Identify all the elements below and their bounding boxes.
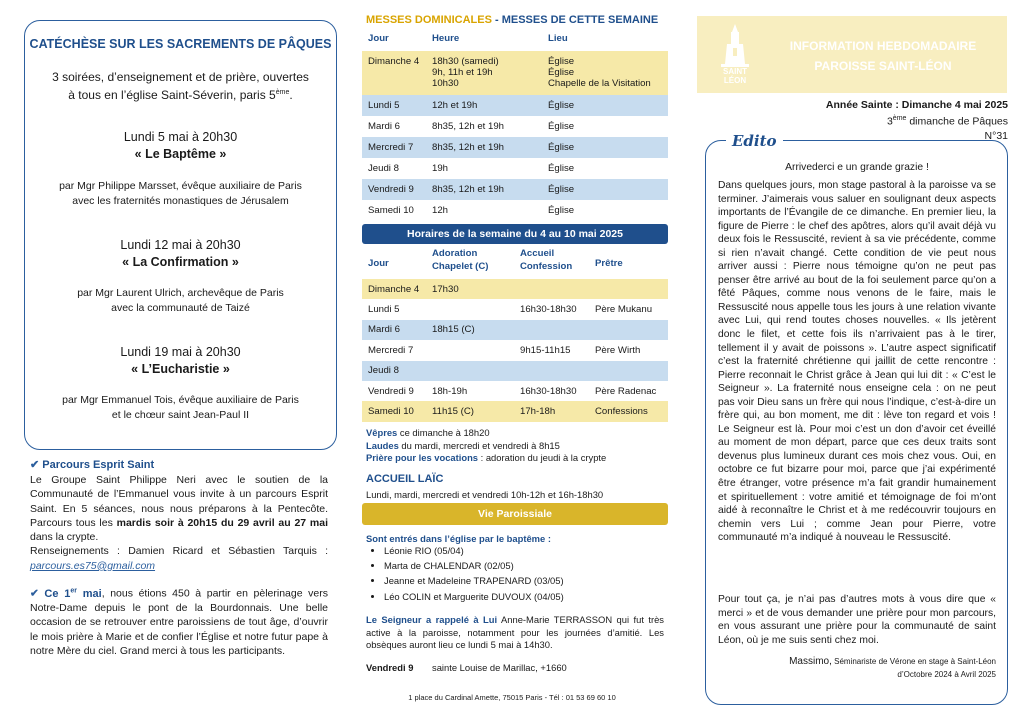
edito-greeting: Arrivederci e un grande grazie ! (785, 162, 929, 173)
messes-header-row: Jour Heure Lieu (368, 33, 568, 44)
list-item: • Marta de CHALENDAR (02/05) (384, 558, 664, 573)
edito-signature: Massimo, Séminariste de Vérone en stage à Saint-Léon d’Octobre 2024 à Avril 2025 (789, 656, 996, 679)
messes-title: MESSES DOMINICALES - MESSES DE CETTE SEMAINE (366, 14, 659, 26)
offices-text: Vêpres ce dimanche à 18h20 Laudes du mardi, mercredi et vendredi à 8h15 Prière pour les vocations : adoration du jeudi à la crypte (366, 427, 607, 463)
accueil-title: ACCUEIL LAÏC (366, 473, 444, 485)
session-3-by: par Mgr Emmanuel Tois, évêque auxiliaire de Paris et le chœur saint Jean-Paul II (62, 394, 299, 421)
table-row: Lundi 5 16h30-18h30 Père Mukanu (362, 299, 668, 319)
check-icon: ✔ (30, 587, 39, 600)
session-2: Lundi 12 mai à 20h30 « La Confirmation » (120, 238, 241, 269)
parcours-text: Le Groupe Saint Philippe Neri avec le soutien de la Communauté de l’Emmanuel vous invite à un parcours Esprit Saint. En 5 séances, nous nous préparons à la Pentecôte. Parcours tous les mardis soir à 20h15 du 29 avril au 27 mai dans la crypte. Renseignements : Damien Ricard et Sébastien Tarquis : parcours.es75@gmail.com (30, 474, 328, 572)
edito-box (705, 140, 1008, 705)
info-header (697, 16, 1007, 93)
check-icon: ✔ (30, 459, 40, 471)
session-1: Lundi 5 mai à 20h30 « Le Baptême » (123, 130, 238, 161)
edito-paragraph-1: Dans quelques jours, mon stage pastoral à la paroisse va se terminer. J’aimerais vous saluer en soulignant deux aspects importants de l’Évangile de ce dimanche. En premier lieu, la figure de Pierre : le chef des apôtres, alors qu’il avait déjà vu deux fois le Ressuscité, revient à sa vie précédente, comme si rien n’avait changé. Cette condition de vie peut nous arriver aussi : Pierre nous témoigne qu’on ne peut pas penser être arrivé au bout de la foi seulement parce qu’on a fêté Pâques, comme nous venons de le faire, mais le Ressuscité nous appelle tous les jours à une relation vivante avec Lui, qui rend toutes choses nouvelles. « Ils jetèrent donc le filet, et cette fois ils n’arrivaient pas à le tirer, tellement il y avait de poissons ». L’autre aspect significatif c’est la fraternité chrétienne qui jaillit de cette rencontre : Pierre reconnait le Christ grâce à Jean qui lui dit : « C’est le Seigneur ». La fraternité nous enseigne cela : on ne peut pas voir Dieu sans un frère qui nous l’indique, c’est-à-dire un frère qui, au bon moment, me dit : lève ton regard et vois ! Le Seigneur est là. Pour moi c’est un don d’avoir cet éveillé au moment de mon départ, parce que ces deux traits sont devenus plus lumineux durant ces mois chez vous. Oui, en octobre ce fut bizarre pour moi, parce que j’ai expérimenté être étranger, votre présence m’a fait grandir humainement et spirituellement : votre amitié et témoignage de foi m’ont aidé à reconnaître le Christ et à me redécouvrir toujours en chemin vers Lui ; comme Jean pour Pierre, votre communauté m’a indiqué à nouveau le Ressuscité. (718, 180, 996, 544)
table-row: Samedi 10 12h Église (362, 200, 668, 221)
bapteme-list (366, 543, 664, 604)
premier-mai-text: ✔ Ce 1er mai, nous étions 450 à partir en pèlerinage vers Notre-Dame depuis le pont de la Bourdonnais. Une belle occasion de se retrouver entre paroissiens de tout âge, d’ouvrir le mois prière à Marie et de confier l’Église et notre futur pape à notre Mère du ciel. Grand merci à tous les participants. (30, 587, 328, 657)
table-row: Vendredi 9 18h-19h 16h30-18h30 Père Radenac (362, 381, 668, 401)
footer-address: 1 place du Cardinal Amette, 75015 Paris - Tél : 01 53 69 60 10 (408, 693, 616, 702)
horaires-table (362, 247, 668, 422)
svg-text:SAINT: SAINT (723, 67, 747, 76)
table-row: Dimanche 4 17h30 (362, 279, 668, 299)
horaires-header-row: Jour Adoration Chapelet (C) Accueil Confession Prêtre (368, 248, 623, 272)
deces-text: Le Seigneur a rappelé à Lui Anne-Marie TERRASSON qui fut très active à la paroisse, notamment pour les journées d’amitié. Les obsèques auront lieu ce lundi 5 mai à 14h30. (366, 614, 664, 650)
table-row: Jeudi 8 19h Église (362, 158, 668, 179)
table-row: Mardi 6 8h35, 12h et 19h Église (362, 116, 668, 137)
messes-table (362, 33, 668, 221)
table-row: Mercredi 7 9h15-11h15 Père Wirth (362, 340, 668, 360)
catechese-title: CATÉCHÈSE SUR LES SACREMENTS DE PÂQUES (29, 37, 332, 51)
bapteme-title: Sont entrés dans l’église par le baptême : (366, 533, 551, 544)
list-item: • Léonie RIO (05/04) (384, 543, 664, 558)
accueil-text: Lundi, mardi, mercredi et vendredi 10h-12h et 16h-18h30 (366, 489, 604, 500)
church-logo (711, 22, 759, 86)
table-row: Vendredi 9 8h35, 12h et 19h Église (362, 179, 668, 200)
table-row: Mardi 6 18h15 (C) (362, 320, 668, 340)
table-row: Dimanche 4 18h30 (samedi) 9h, 11h et 19h 10h30 Église Église Chapelle de la Visitation (362, 51, 668, 95)
session-1-by: par Mgr Philippe Marsset, évêque auxiliaire de Paris avec les fraternités monastiques de Jérusalem (59, 180, 302, 207)
list-item: • Léo COLIN et Marguerite DUVOUX (04/05) (384, 589, 664, 604)
horaires-title: Horaires de la semaine du 4 au 10 mai 2025 (362, 224, 668, 244)
saint-line: Vendredi 9 sainte Louise de Marillac, +1660 (366, 662, 567, 673)
catechese-intro: 3 soirées, d’enseignement et de prière, ouvertes à tous en l’église Saint-Séverin, paris 5ème. (52, 70, 309, 102)
table-row: Samedi 10 11h15 (C) 17h-18h Confessions (362, 401, 668, 421)
session-3: Lundi 19 mai à 20h30 « L’Eucharistie » (120, 345, 241, 376)
issue-info: Année Sainte : Dimanche 4 mai 2025 3ème dimanche de Pâques N°31 (825, 99, 1008, 142)
catechese-box (24, 20, 337, 450)
vie-paroissiale-title: Vie Paroissiale (362, 503, 668, 525)
table-row: Lundi 5 12h et 19h Église (362, 95, 668, 116)
parcours-email-link[interactable]: parcours.es75@gmail.com (30, 559, 156, 572)
svg-text:LÉON: LÉON (723, 76, 747, 85)
table-row: Jeudi 8 (362, 361, 668, 381)
info-title: INFORMATION HEBDOMADAIRE PAROISSE SAINT-LÉON (789, 39, 977, 73)
session-2-by: par Mgr Laurent Ulrich, archevêque de Paris avec la communauté de Taizé (77, 287, 284, 314)
edito-label: Edito (726, 132, 783, 150)
edito-paragraph-2: Pour tout ça, je n’ai pas d’autres mots à vous dire que « merci » et de vous demander une prière pour mon parcours, en vous assurant une prière pour la communauté de saint Léon, où je me suis senti chez moi. (718, 594, 996, 646)
list-item: • Jeanne et Madeleine TRAPENARD (03/05) (384, 573, 664, 588)
table-row: Mercredi 7 8h35, 12h et 19h Église (362, 137, 668, 158)
parcours-heading: ✔ Parcours Esprit Saint (30, 459, 155, 471)
